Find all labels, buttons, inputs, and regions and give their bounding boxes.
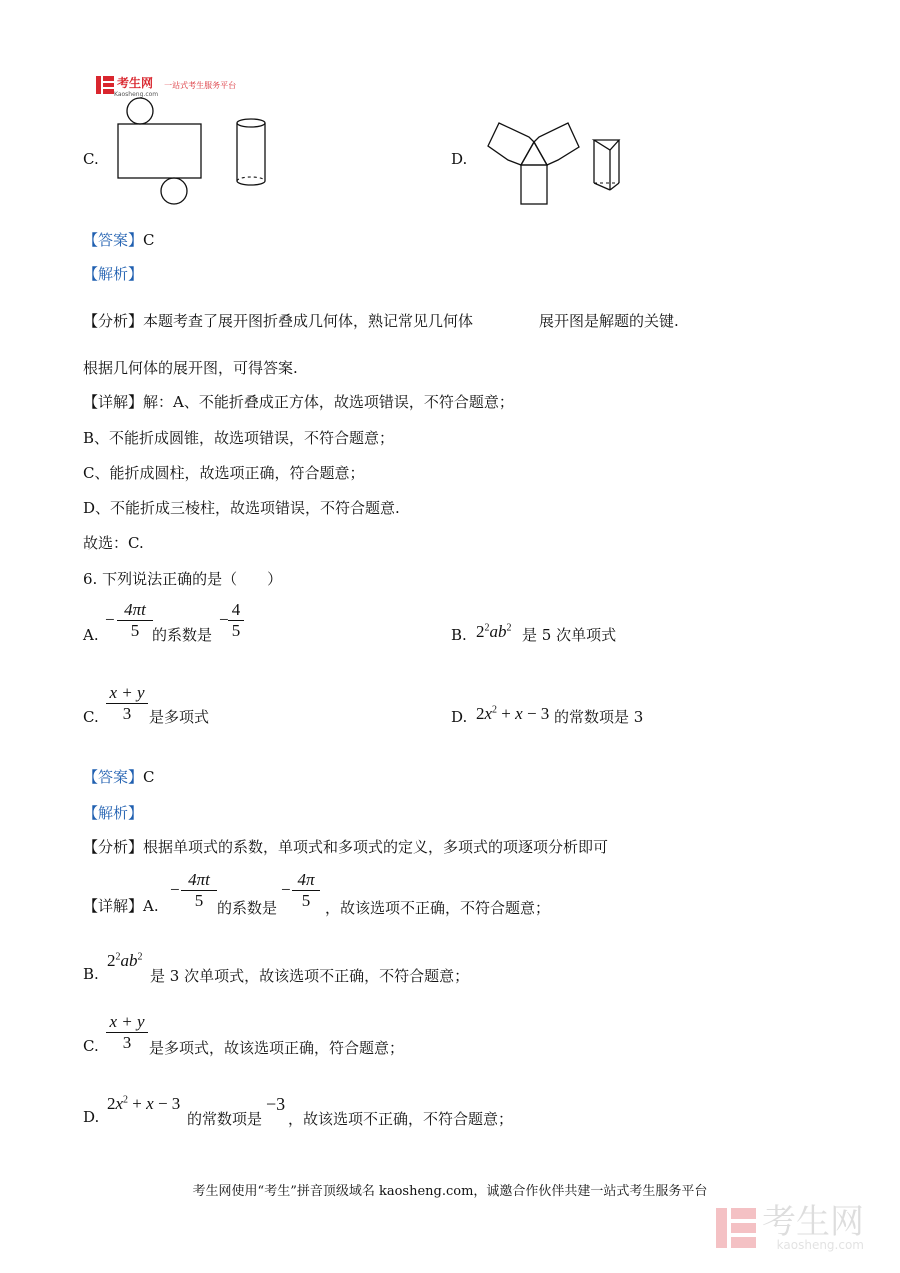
q6-detail-c-text: 是多项式，故该选项正确，符合题意；: [149, 1039, 405, 1057]
q6-a-coef-fraction: 4 5: [228, 600, 244, 641]
q6-fenxi-tag: 【分析】: [83, 838, 144, 856]
q6-detail-b-text: 是 3 次单项式，故该选项不正确，不符合题意；: [150, 967, 470, 985]
q6-option-d-label: D.: [451, 708, 468, 726]
q5-conclusion: 故选：C.: [83, 534, 144, 552]
q6-b-expression: $2^2ab^2$: [476, 622, 512, 641]
q6-detail-tag: 【详解】: [83, 897, 144, 915]
logo-slogan: 一站式考生服务平台: [164, 80, 237, 90]
q5-answer-value: C: [143, 231, 155, 249]
q5-detail-b: B、不能折成圆锥，故选项错误，不符合题意；: [83, 429, 395, 447]
q5-detail-a: 解：A、不能折叠成正方体，故选项错误，不符合题意；: [143, 393, 514, 411]
q6-detail-a-mid: 的系数是: [217, 899, 278, 917]
q6-a-text: 的系数是: [152, 626, 213, 644]
q6-option-c-label: C.: [83, 708, 99, 726]
q6-c-text: 是多项式: [149, 708, 210, 726]
q6-analysis-tag: 【解析】: [83, 804, 144, 822]
q6-fenxi-text: 根据单项式的系数，单项式和多项式的定义，多项式的项逐项分析即可: [143, 838, 609, 856]
q5-detail-tag: 【详解】: [83, 393, 144, 411]
watermark-name: 考生网: [762, 1202, 864, 1242]
q6-detail-a-fraction: 4πt 5: [181, 870, 217, 911]
q6-detail-d-value: −3: [266, 1094, 286, 1114]
q6-option-a-label: A.: [83, 626, 99, 644]
watermark: [716, 1202, 864, 1252]
q5-option-d-label: D.: [451, 150, 468, 168]
watermark-logo-icon: [716, 1208, 756, 1248]
q5-fenxi-text: 本题考查了展开图折叠成几何体，熟记常见几何体: [143, 312, 474, 330]
q6-option-b-label: B.: [451, 626, 467, 644]
logo-name: 考生网: [117, 76, 154, 90]
q6-detail-d-expression: $2x^2 + x - 3$: [107, 1094, 181, 1113]
q6-a-fraction: 4πt 5: [117, 600, 153, 641]
q6-d-text: 的常数项是 3: [554, 708, 644, 726]
q6-detail-a-label: A.: [143, 897, 159, 915]
q6-answer-value: C: [143, 768, 155, 786]
q6-detail-c-label: C.: [83, 1037, 99, 1055]
q6-detail-d-mid: 的常数项是: [187, 1110, 263, 1128]
watermark-domain: kaosheng.com: [776, 1238, 864, 1252]
q5-line2: 根据几何体的展开图，可得答案.: [83, 359, 298, 377]
q6-c-fraction: x + y 3: [106, 683, 148, 724]
q5-fenxi-text2: 展开图是解题的关键.: [539, 312, 679, 330]
page-footer: 考生网使用“考生”拼音顶级域名 kaosheng.com，诚邀合作伙伴共建一站式考生服务平台: [192, 1184, 708, 1199]
q6-stem: 6. 下列说法正确的是（ ）: [83, 570, 283, 588]
logo-domain: Kaosheng.com: [114, 91, 159, 98]
q6-b-text: 是 5 次单项式: [522, 626, 617, 644]
q5-detail-c: C、能折成圆柱，故选项正确，符合题意；: [83, 464, 365, 482]
q6-detail-a-tail: ，故该选项不正确，不符合题意；: [325, 899, 551, 917]
q6-detail-a-fraction2: 4π 5: [292, 870, 320, 911]
q6-d-expression: $2x^2 + x - 3$: [476, 704, 550, 723]
prism-net-figure: [484, 118, 654, 210]
q5-option-c-label: C.: [83, 150, 99, 168]
q6-detail-d-label: D.: [83, 1108, 100, 1126]
q5-detail-d: D、不能折成三棱柱，故选项错误，不符合题意.: [83, 499, 400, 517]
q5-analysis-tag: 【解析】: [83, 265, 144, 283]
q5-answer-tag: 【答案】: [83, 231, 144, 249]
q6-answer-tag: 【答案】: [83, 768, 144, 786]
q6-detail-b-label: B.: [83, 965, 99, 983]
q5-fenxi-tag: 【分析】: [83, 312, 144, 330]
cylinder-net-figure: [110, 92, 290, 208]
q6-detail-b-expression: $2^2ab^2$: [107, 951, 143, 970]
q6-detail-c-fraction: x + y 3: [106, 1012, 148, 1053]
q6-detail-d-tail: ，故该选项不正确，不符合题意；: [288, 1110, 514, 1128]
